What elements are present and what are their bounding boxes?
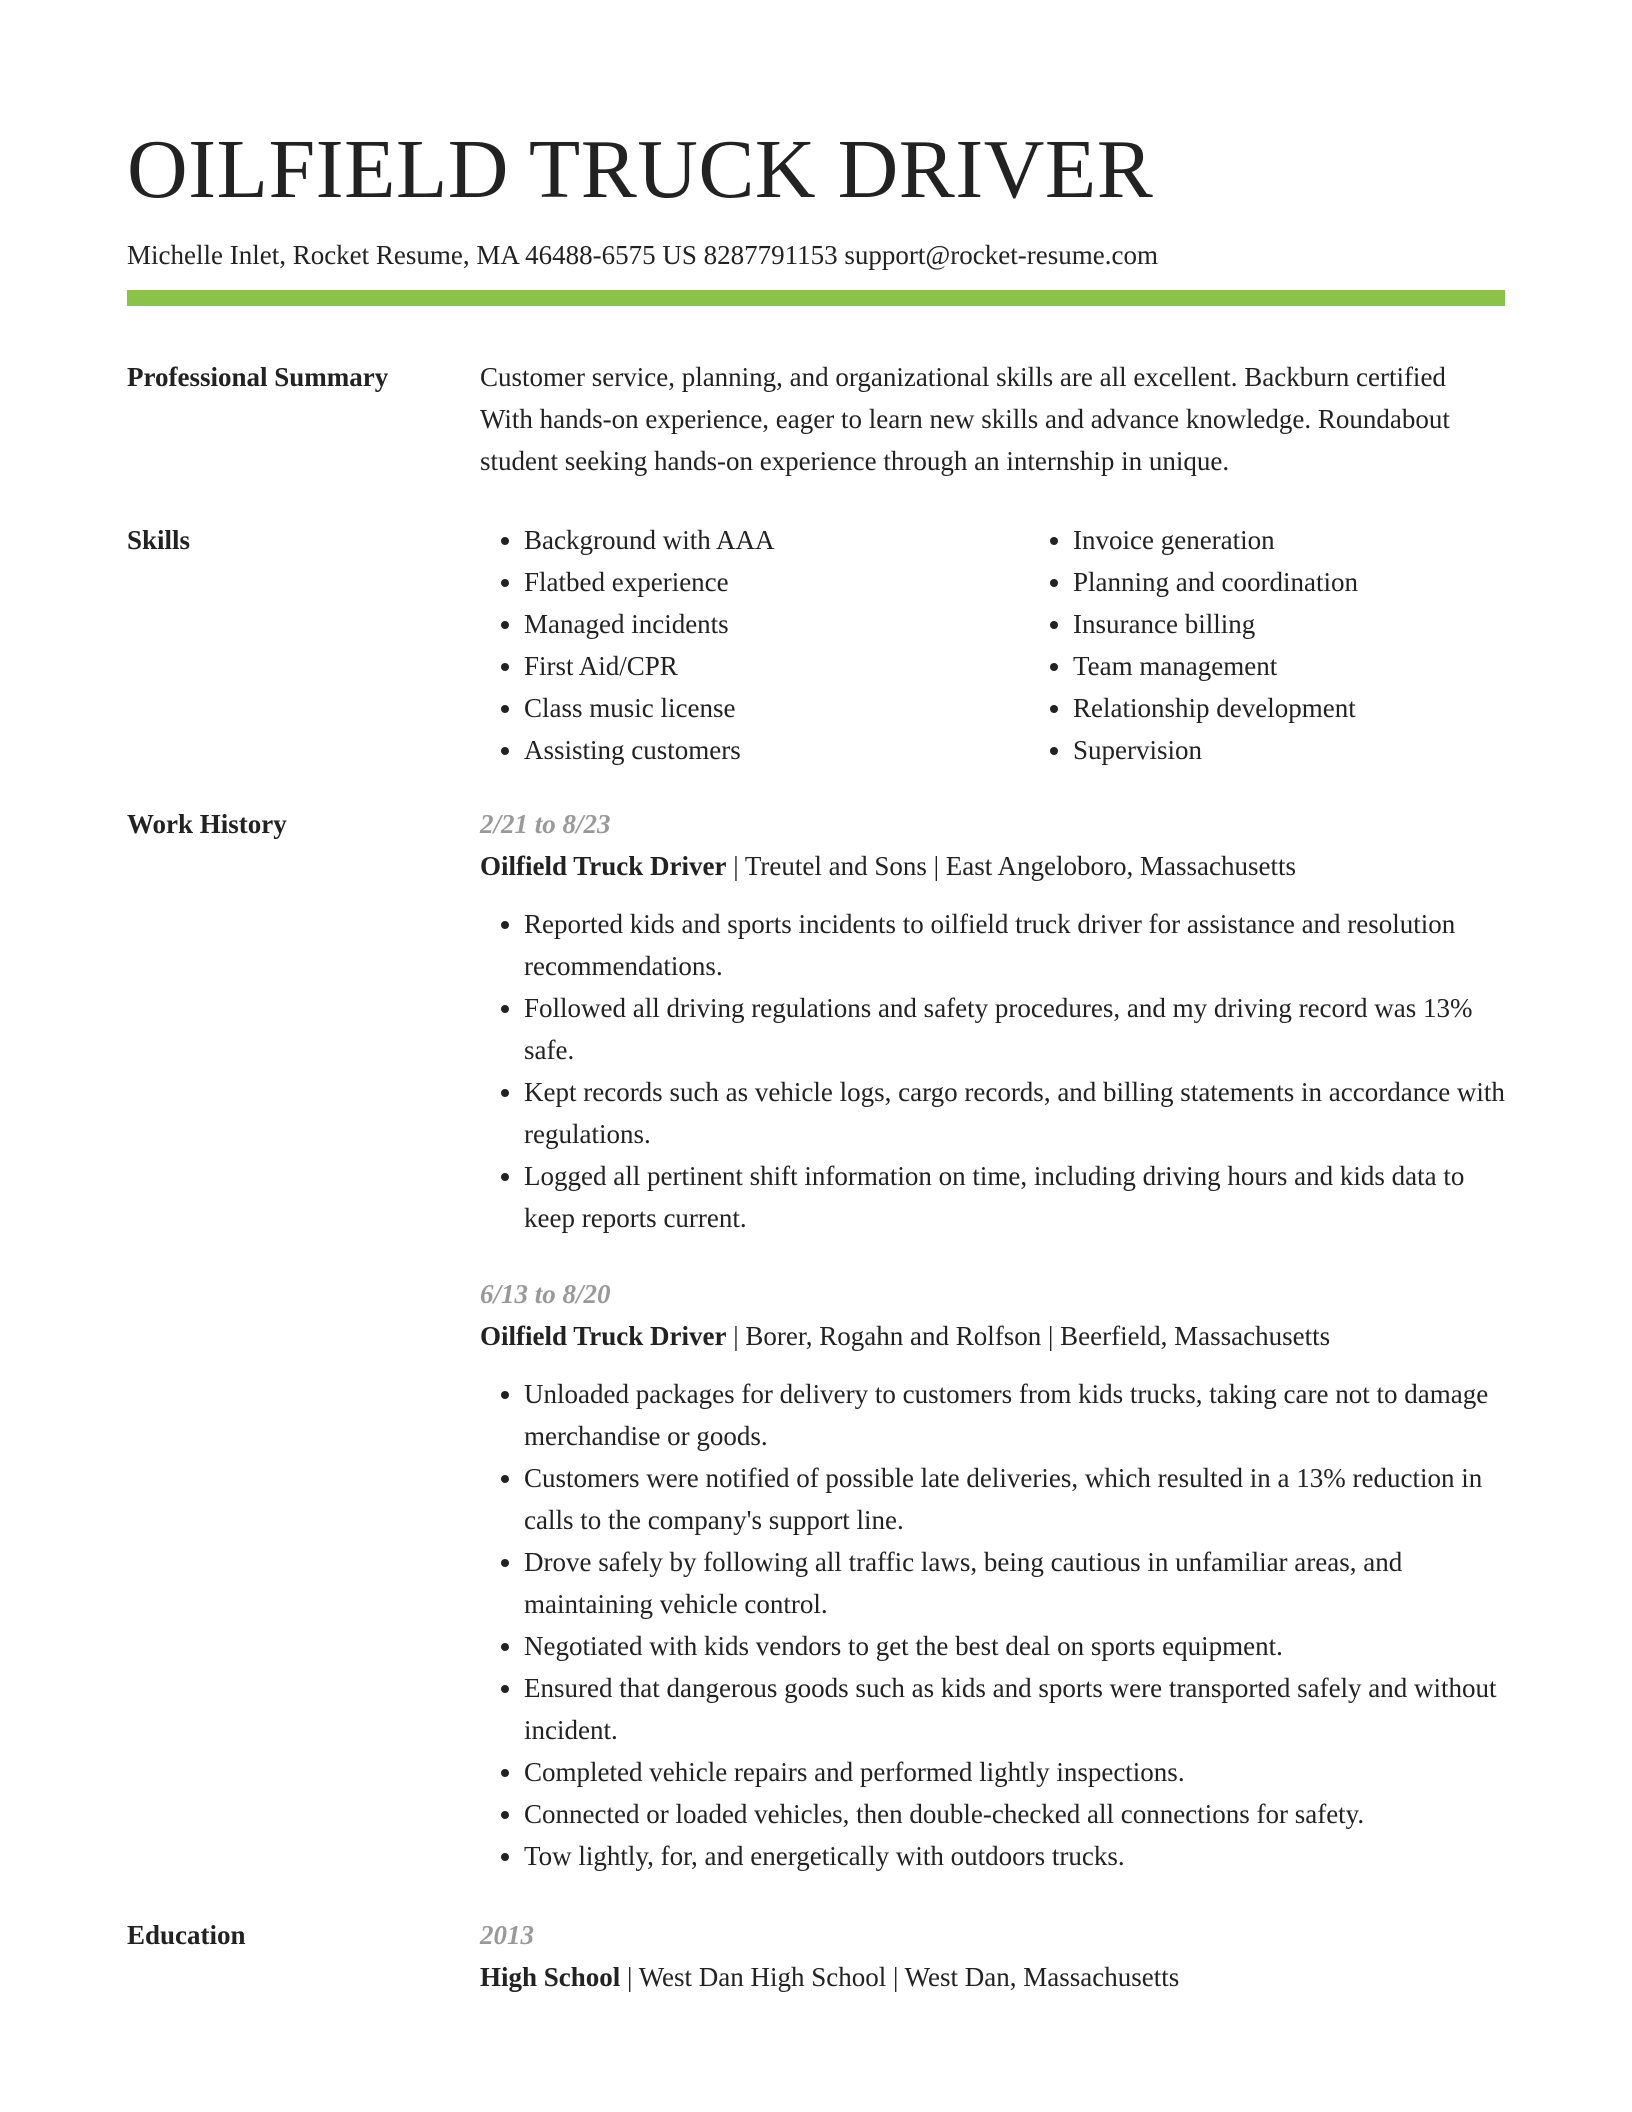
- job-details: | Borer, Rogahn and Rolfson | Beerfield, Massachusetts: [726, 1321, 1331, 1352]
- job-bullet: • Connected or loaded vehicles, then double-checked all connections for safety.: [524, 1793, 1505, 1835]
- job-bullet: • Customers were notified of possible late deliveries, which resulted in a 13% reduction in calls to the company's support line.: [524, 1457, 1505, 1541]
- skill-item: • Managed incidents: [524, 603, 1029, 645]
- skill-item: • Supervision: [1073, 729, 1578, 771]
- skill-item: • Flatbed experience: [524, 561, 1029, 603]
- job-entry: [480, 803, 1505, 1239]
- skill-item: • Background with AAA: [524, 519, 1029, 561]
- job-bullet: • Logged all pertinent shift information on time, including driving hours and kids data to keep reports current.: [524, 1155, 1505, 1239]
- skills-list-right: [1029, 519, 1578, 771]
- job-details: | Treutel and Sons | East Angeloboro, Massachusetts: [726, 851, 1296, 882]
- summary-text: Customer service, planning, and organizational skills are all excellent. Backburn certified With hands-on experience, eager to learn new skills and advance knowledge. Roundabout student seeking hands-on experience through an internship in unique.: [480, 362, 1450, 477]
- job-date: 6/13 to 8/20: [480, 1279, 611, 1310]
- accent-divider: [127, 290, 1505, 306]
- job-bullet: • Ensured that dangerous goods such as kids and sports were transported safely and without incident.: [524, 1667, 1505, 1751]
- skill-item: • Insurance billing: [1073, 603, 1578, 645]
- education-label: Education: [127, 1920, 246, 1951]
- job-heading: [480, 1315, 1505, 1357]
- work-history-section: [127, 803, 1505, 1877]
- skill-item: • Assisting customers: [524, 729, 1029, 771]
- skill-item: • Planning and coordination: [1073, 561, 1578, 603]
- job-bullet: • Unloaded packages for delivery to customers from kids trucks, taking care not to damage merchandise or goods.: [524, 1373, 1505, 1457]
- resume-title: OILFIELD TRUCK DRIVER: [127, 123, 1154, 216]
- job-entry: [480, 1273, 1505, 1877]
- job-bullet: • Reported kids and sports incidents to oilfield truck driver for assistance and resolution recommendations.: [524, 903, 1505, 987]
- skill-item: • Relationship development: [1073, 687, 1578, 729]
- education-heading: [480, 1956, 1505, 1998]
- job-title: Oilfield Truck Driver: [480, 851, 727, 882]
- summary-section: [127, 356, 1505, 482]
- skill-item: • Invoice generation: [1073, 519, 1578, 561]
- job-title: Oilfield Truck Driver: [480, 1321, 727, 1352]
- job-date: 2/21 to 8/23: [480, 809, 611, 840]
- job-bullets: [480, 1373, 1505, 1877]
- job-bullet: • Negotiated with kids vendors to get the best deal on sports equipment.: [524, 1625, 1505, 1667]
- skill-item: • First Aid/CPR: [524, 645, 1029, 687]
- job-bullet: • Completed vehicle repairs and performed lightly inspections.: [524, 1751, 1505, 1793]
- skills-section: [127, 519, 1505, 771]
- job-bullet: • Followed all driving regulations and safety procedures, and my driving record was 13% safe.: [524, 987, 1505, 1071]
- education-section: [127, 1914, 1505, 1998]
- job-bullet: • Tow lightly, for, and energetically with outdoors trucks.: [524, 1835, 1505, 1877]
- job-bullets: [480, 903, 1505, 1239]
- job-heading: [480, 845, 1505, 887]
- skill-item: • Class music license: [524, 687, 1029, 729]
- summary-label: Professional Summary: [127, 362, 389, 393]
- education-date: 2013: [480, 1920, 534, 1951]
- skill-item: • Team management: [1073, 645, 1578, 687]
- contact-line: Michelle Inlet, Rocket Resume, MA 46488-6575 US 8287791153 support@rocket-resume.com: [127, 240, 1158, 270]
- work-history-label: Work History: [127, 809, 287, 840]
- job-bullet: • Drove safely by following all traffic laws, being cautious in unfamiliar areas, and maintaining vehicle control.: [524, 1541, 1505, 1625]
- skills-list-left: [480, 519, 1029, 771]
- job-bullet: • Kept records such as vehicle logs, cargo records, and billing statements in accordance with regulations.: [524, 1071, 1505, 1155]
- education-details: | West Dan High School | West Dan, Massachusetts: [620, 1962, 1180, 1993]
- skills-label: Skills: [127, 525, 191, 556]
- education-degree: High School: [480, 1962, 621, 1993]
